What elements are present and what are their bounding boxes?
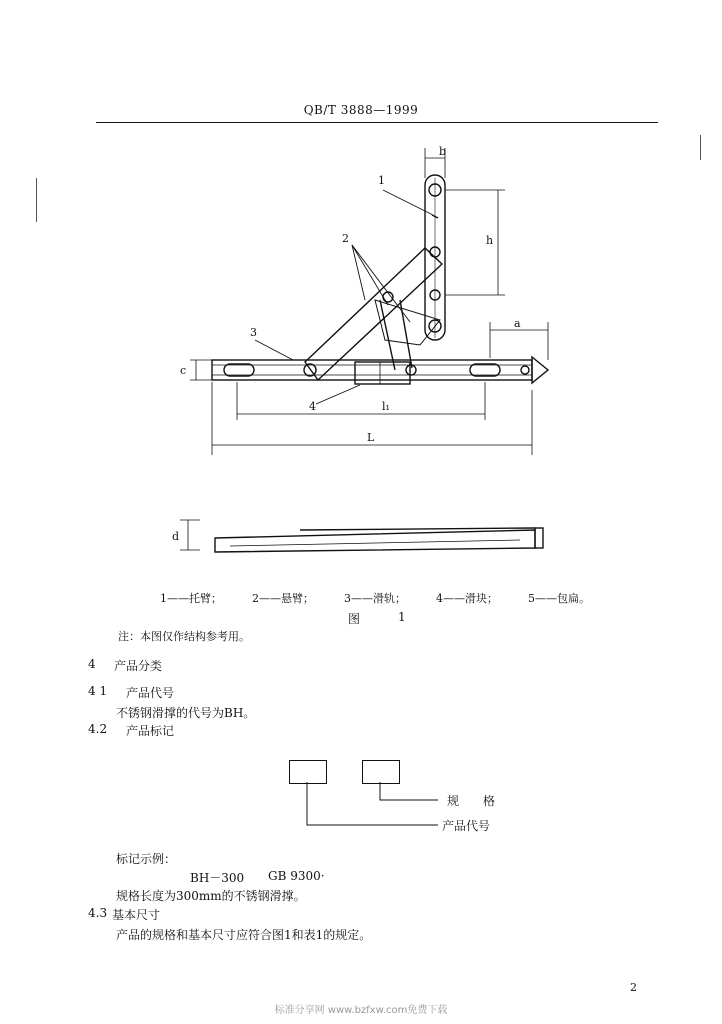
figure-note: 注：本图仅作结构参考用。	[118, 630, 250, 643]
side-view	[180, 520, 543, 552]
header-rule	[96, 122, 658, 123]
section-4-1-heading	[88, 684, 175, 700]
dim-l1: l₁	[382, 400, 390, 413]
dim-c: c	[180, 364, 187, 377]
legend-item: 3——滑轨；	[344, 592, 406, 605]
dim-b: b	[439, 145, 447, 158]
section-number: 4	[88, 657, 96, 671]
section-4-heading	[88, 657, 163, 673]
section-4-2-heading	[88, 722, 175, 738]
dim-L: L	[367, 431, 375, 444]
marking-leaders	[280, 780, 440, 840]
page-number: 2	[630, 981, 637, 994]
section-number: 4.3	[88, 906, 108, 920]
dim-h: h	[486, 234, 494, 247]
callout-4: 4	[309, 400, 316, 413]
margin-mark	[36, 178, 37, 222]
dim-d: d	[172, 530, 180, 543]
section-4-3-heading	[88, 906, 161, 922]
figure-caption-number: 1	[398, 610, 406, 624]
callout-1: 1	[378, 174, 385, 187]
example-standard: GB 9300·	[268, 869, 325, 883]
section-number: 4.2	[88, 722, 108, 736]
section-title: 产品代号	[126, 686, 175, 700]
section-4-1-body: 不锈钢滑撑的代号为BH。	[116, 706, 256, 720]
section-number: 4 1	[88, 684, 108, 698]
section-title: 产品分类	[114, 659, 163, 673]
margin-mark	[700, 135, 701, 160]
marking-label-code: 产品代号	[442, 819, 491, 833]
legend-item: 5——包扁。	[528, 592, 590, 605]
legend-item: 4——滑块；	[436, 592, 498, 605]
callout-3: 3	[250, 326, 257, 339]
section-4-3-body: 产品的规格和基本尺寸应符合图1和表1的规定。	[116, 928, 372, 942]
example-description: 规格长度为300mm的不锈钢滑撑。	[116, 889, 306, 903]
example-code: BH－300	[190, 871, 245, 885]
example-label: 标记示例：	[116, 852, 177, 866]
legend-item: 2——悬臂；	[252, 592, 314, 605]
friction-stay-drawing	[150, 140, 580, 580]
section-title: 产品标记	[126, 724, 175, 738]
standard-code-header: QB/T 3888—1999	[303, 103, 419, 117]
figure-caption-word: 图	[348, 612, 361, 626]
section-title: 基本尺寸	[112, 908, 161, 922]
footer-watermark: 标准分享网 www.bzfxw.com免费下载	[274, 1005, 448, 1016]
dim-a: a	[514, 317, 521, 330]
legend-item: 1——托臂；	[160, 592, 222, 605]
callout-2: 2	[342, 232, 349, 245]
marking-label-spec: 规 格	[447, 794, 496, 808]
